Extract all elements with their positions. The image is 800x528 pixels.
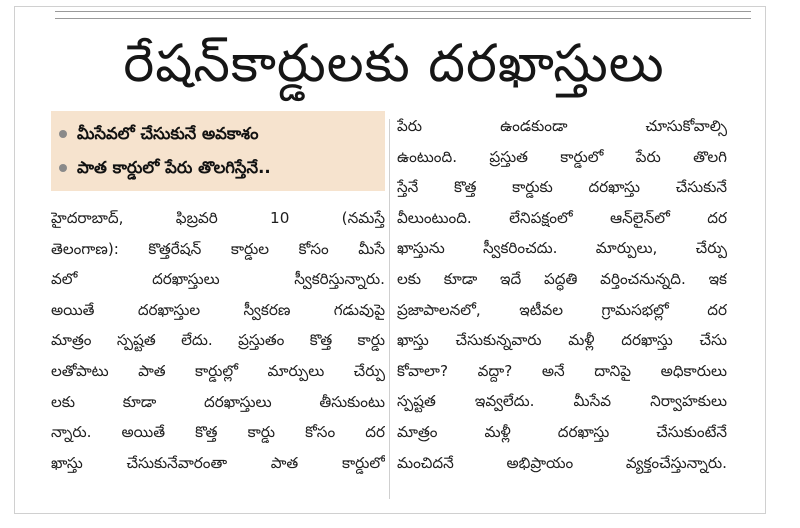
- text-line: ఖాస్తును స్వీకరించదు. మార్పులు, చేర్పు: [397, 239, 727, 258]
- headline: రేషన్‌కార్డులకు దరఖాస్తులు: [123, 34, 665, 94]
- left-column: [51, 111, 385, 478]
- text-line: కోవాలా? వద్దా? అనే దానిపై అధికారులు: [397, 361, 727, 380]
- text-line: వీలుంటుంది. లేనిపక్షంలో ఆన్‌లైన్‌లో దర: [397, 208, 727, 227]
- text-line: ఖాస్తు చేసుకున్నవారు మళ్లీ దరఖాస్తు చేసు: [397, 331, 727, 350]
- text-line: మంచిదనే అభిప్రాయం వ్యక్తంచేస్తున్నారు.: [397, 453, 727, 472]
- text-line: లకు కూడా ఇదే పద్ధతి వర్తించనున్నది. ఇక: [397, 269, 727, 288]
- bullet-icon: [59, 164, 67, 172]
- text-line: స్తేనే కొత్త కార్డుకు దరఖాస్తు చేసుకునే: [397, 178, 727, 197]
- text-line: పేరు ఉండకుండా చూసుకోవాల్సి: [397, 117, 727, 135]
- text-line: అయితే దరఖాస్తుల స్వీకరణ గడువుపై: [51, 300, 385, 319]
- text-line: స్పష్టత ఇవ్వలేదు. మీసేవ నిర్వాహకులు: [397, 392, 727, 411]
- text-line: లకు కూడా దరఖాస్తులు తీసుకుంటు: [51, 392, 385, 411]
- text-line: ఖాస్తు చేసుకునేవారంతా పాత కార్డులో: [51, 453, 385, 472]
- news-clipping: [14, 6, 766, 514]
- text-line: తెలంగాణ): కొత్తరేషన్ కార్డుల కోసం మీసే: [51, 239, 385, 258]
- text-line: లతోపాటు పాత కార్డుల్లో మార్పులు చేర్పు: [51, 361, 385, 380]
- right-column: [397, 111, 727, 478]
- highlight-text: మీసేవలో చేసుకునే అవకాశం: [77, 124, 259, 143]
- text-line: హైదరాబాద్, ఫిబ్రవరి 10 (నమస్తే: [51, 209, 385, 227]
- body-paragraph-left: [51, 203, 385, 478]
- text-line: మాత్రం మళ్లీ దరఖాస్తు చేసుకుంటేనే: [397, 422, 727, 441]
- text-line: ఉంటుంది. ప్రస్తుత కార్డులో పేరు తొలగి: [397, 147, 727, 166]
- text-line: మాత్రం స్పష్టత లేదు. ప్రస్తుతం కొత్త కార్డు: [51, 331, 385, 350]
- text-line: న్నారు. అయితే కొత్త కార్డు కోసం దర: [51, 423, 385, 442]
- text-line: ప్రజాపాలనలో, ఇటీవల గ్రామసభల్లో దర: [397, 300, 727, 319]
- highlight-text: పాత కార్డులో పేరు తొలగిస్తేనే..: [77, 158, 271, 177]
- body-paragraph-right: [397, 111, 727, 478]
- text-line: వలో దరఖాస్తులు స్వీకరిస్తున్నారు.: [51, 270, 385, 289]
- bullet-icon: [59, 130, 67, 138]
- column-divider: [389, 119, 390, 499]
- top-rule: [55, 11, 751, 19]
- highlight-item: [59, 117, 377, 151]
- highlight-item: [59, 151, 377, 185]
- highlight-box: [51, 111, 385, 191]
